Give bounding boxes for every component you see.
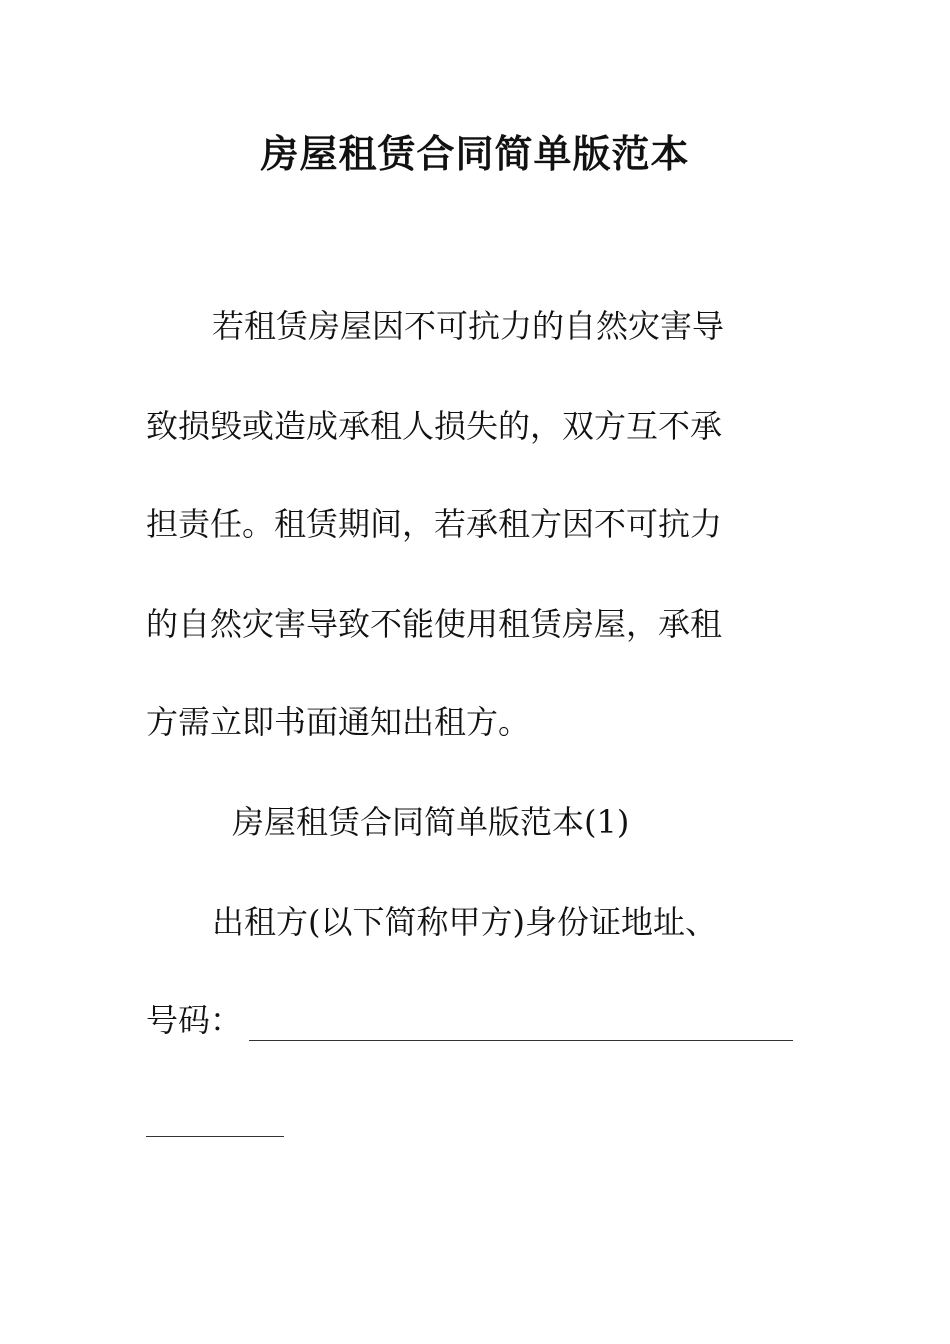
id-number-blank-line-continued xyxy=(146,1136,284,1137)
paragraph-2-line-1: 出租方(以下简称甲方)身份证地址、 xyxy=(212,903,717,941)
document-title: 房屋租赁合同简单版范本 xyxy=(260,131,690,176)
id-number-blank-line xyxy=(249,1040,793,1041)
paragraph-1-line-3: 担责任。租赁期间，若承租方因不可抗力 xyxy=(146,505,723,543)
paragraph-1-line-1: 若租赁房屋因不可抗力的自然灾害导 xyxy=(212,307,725,345)
paragraph-1-line-5: 方需立即书面通知出租方。 xyxy=(146,703,531,741)
id-number-label: 号码： xyxy=(146,1001,243,1039)
section-subheading: 房屋租赁合同简单版范本(1) xyxy=(232,803,630,841)
paragraph-1-line-2: 致损毁或造成承租人损失的，双方互不承 xyxy=(146,407,723,445)
paragraph-1-line-4: 的自然灾害导致不能使用租赁房屋，承租 xyxy=(146,605,723,643)
